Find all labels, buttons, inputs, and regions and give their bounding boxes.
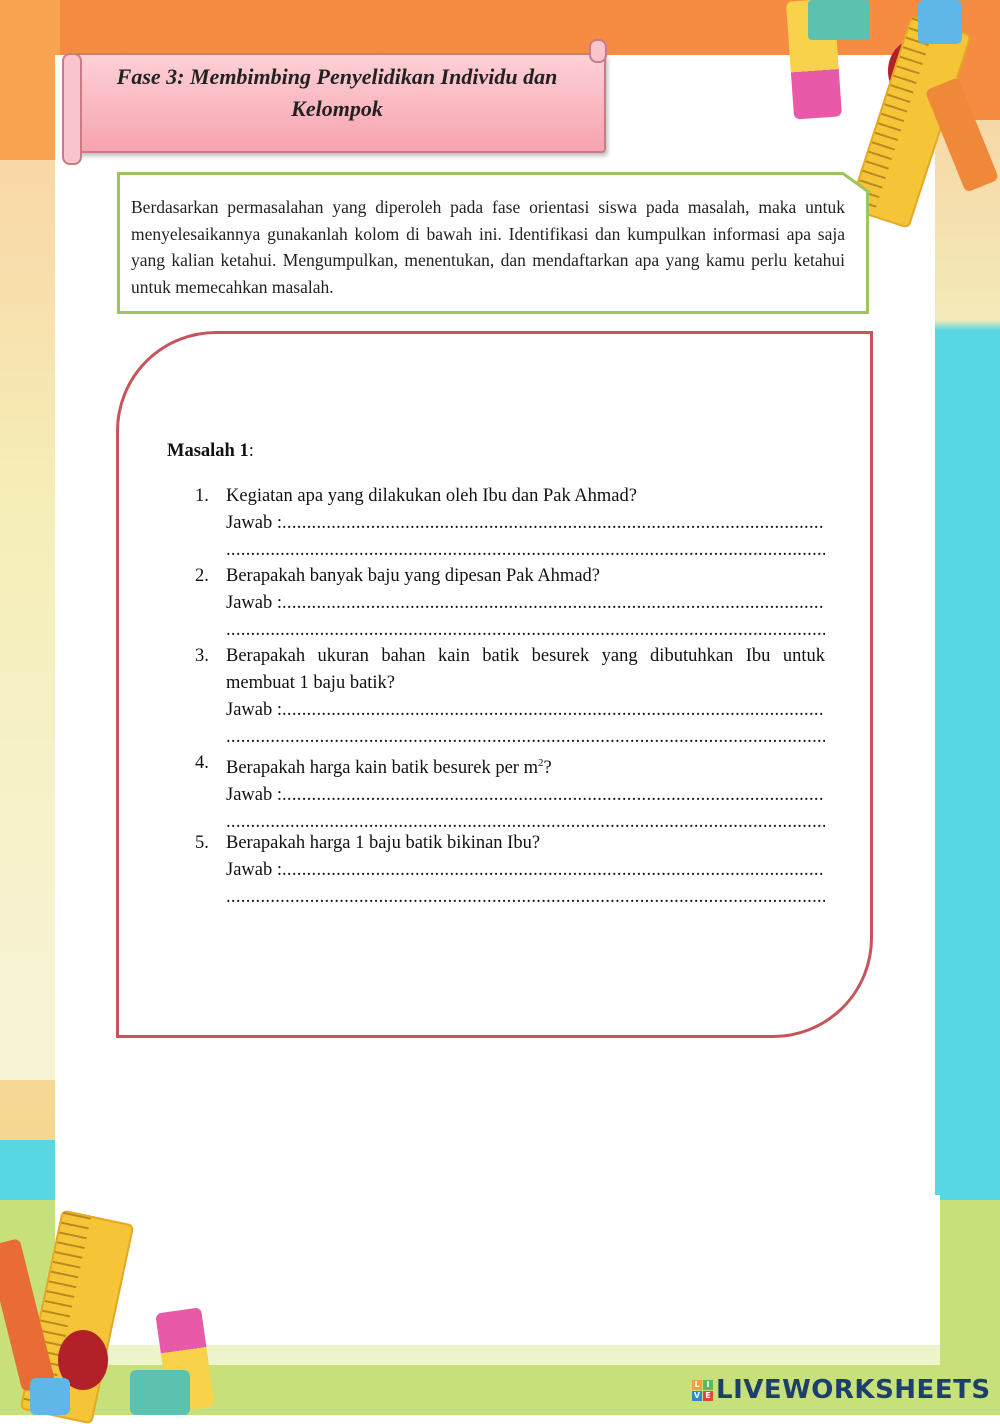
answer-label: Jawab :: [226, 785, 282, 806]
question-list: [195, 483, 825, 910]
problem-heading: [167, 441, 254, 462]
question-text-end: ?: [543, 758, 552, 779]
logo-letter-i: I: [703, 1380, 713, 1390]
problem-heading-label: Masalah 1: [167, 441, 249, 461]
answer-field[interactable]: [226, 510, 825, 537]
answer-field[interactable]: [226, 590, 825, 617]
answer-label: Jawab :: [226, 700, 282, 720]
question-number: 1.: [195, 486, 209, 506]
question-text: Berapakah harga 1 baju batik bikinan Ibu?: [226, 833, 541, 853]
question-text-line-2: membuat 1 baju batik?: [226, 673, 396, 693]
phase-title: [92, 61, 582, 125]
question-4: [195, 750, 825, 830]
question-number: 3.: [195, 646, 209, 666]
liveworksheets-logo-icon: [692, 1380, 713, 1401]
marker-icon-bottom: [30, 1378, 70, 1415]
sharpener-icon-bottom: [130, 1370, 190, 1415]
answer-field-line-2[interactable]: [226, 617, 825, 644]
question-5: [195, 830, 825, 910]
question-text: Kegiatan apa yang dilakukan oleh Ibu dan Pak Ahmad?: [226, 486, 637, 506]
question-text-line-1: Berapakah ukuran bahan kain batik besurek yang dibutuhkan Ibu untuk: [226, 646, 825, 666]
background-left-band: [0, 0, 60, 1100]
question-number: 5.: [195, 833, 209, 853]
phase-title-line-1: Fase 3: Membimbing Penyelidikan Individu dan: [116, 64, 558, 89]
answer-label: Jawab :: [226, 513, 282, 533]
banner-scroll-right-roll: [589, 39, 607, 63]
phase-title-banner: [62, 45, 607, 157]
question-2: [195, 563, 825, 643]
question-text: Berapakah banyak baju yang dipesan Pak Ahmad?: [226, 566, 600, 586]
banner-scroll-left-roll: [62, 53, 82, 165]
answer-label: Jawab :: [226, 860, 282, 880]
answer-field-line-2[interactable]: [226, 884, 825, 911]
background-right-band: [930, 0, 1000, 1415]
question-text-main: Berapakah harga kain batik besurek per m: [226, 758, 538, 779]
superscript: 2: [537, 757, 544, 769]
logo-letter-e: E: [703, 1391, 713, 1401]
answer-field[interactable]: [226, 697, 825, 724]
phase-title-line-2: Kelompok: [291, 96, 383, 121]
answer-field[interactable]: [226, 857, 825, 884]
logo-letter-l: L: [692, 1380, 702, 1390]
instruction-box-corner: [843, 172, 871, 194]
answer-field-line-2[interactable]: [226, 537, 825, 564]
liveworksheets-logo-text: LIVEWORKSHEETS: [716, 1375, 991, 1405]
logo-letter-v: V: [693, 1390, 701, 1400]
question-number: 4.: [195, 753, 209, 773]
question-1: [195, 483, 825, 563]
answer-field-line-2[interactable]: [226, 724, 825, 751]
instruction-text: Berdasarkan permasalahan yang diperoleh pada fase orientasi siswa pada masalah, maka untuk menyelesaikannya gunakanlah kolom di bawah ini. Identifikasi dan kumpulkan informasi apa saja yang kalian ketahui. Mengumpulkan, menentukan, dan mendaftarkan apa yang kamu perlu ketahui untuk memecahkan masalah.: [131, 197, 845, 297]
question-text: [226, 750, 825, 782]
marker-icon: [918, 0, 962, 44]
question-3: [195, 643, 825, 750]
liveworksheets-logo[interactable]: [692, 1374, 991, 1406]
sharpener-icon: [808, 0, 870, 40]
answer-field[interactable]: [226, 782, 825, 809]
question-number: 2.: [195, 566, 209, 586]
problem-heading-colon: :: [248, 441, 254, 461]
answer-label: Jawab :: [226, 593, 282, 613]
